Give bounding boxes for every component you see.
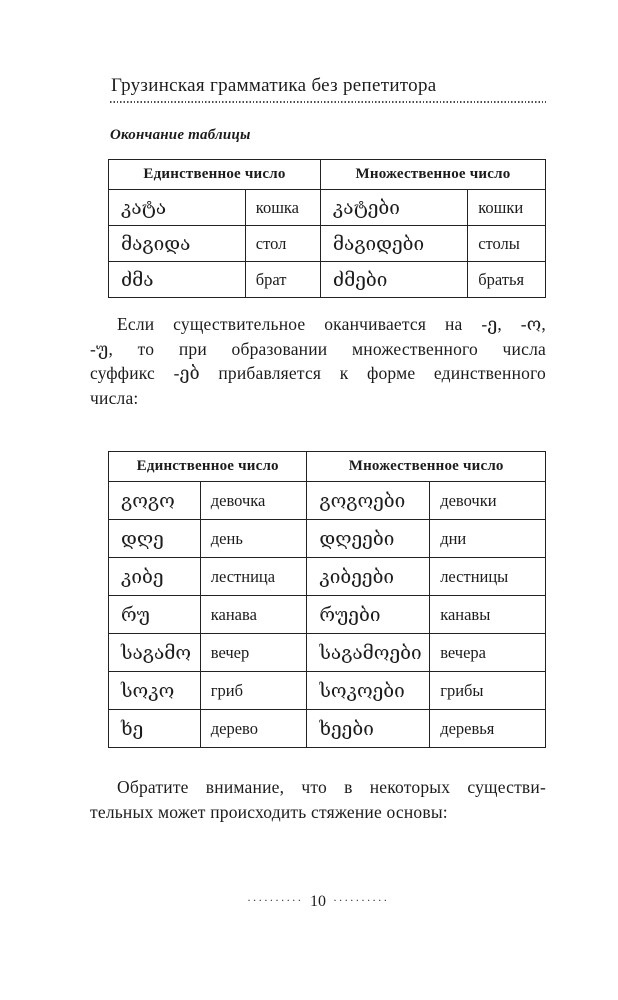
table-row: [109, 262, 546, 298]
georgian-plural-cell: გოგოები: [307, 482, 430, 520]
footer-dots-right: ··········: [333, 893, 389, 907]
georgian-singular-cell: მაგიდა: [109, 226, 246, 262]
russian-plural-cell: канавы: [430, 596, 546, 634]
nouns-table-continuation: [108, 159, 546, 298]
column-header-plural: Множественное число: [320, 160, 545, 190]
table-row: [109, 226, 546, 262]
table-header-row: [109, 452, 546, 482]
paragraph-line: -უ, то при образовании множественного числа: [90, 338, 546, 359]
table-row: [109, 558, 546, 596]
russian-singular-cell: дерево: [200, 710, 307, 748]
table-header-row: [109, 160, 546, 190]
paragraph-plural-suffix-rule: [90, 312, 546, 410]
table-row: [109, 482, 546, 520]
georgian-plural-cell: სოკოები: [307, 672, 430, 710]
georgian-plural-cell: კიბეები: [307, 558, 430, 596]
russian-singular-cell: девочка: [200, 482, 307, 520]
table-continuation-note: Окончание таблицы: [110, 127, 251, 143]
page-header-title: Грузинская грамматика без репетитора: [111, 75, 437, 96]
russian-plural-cell: грибы: [430, 672, 546, 710]
table-row: [109, 190, 546, 226]
paragraph-line: суффикс -ებ прибавляется к форме единственного: [90, 363, 546, 384]
russian-singular-cell: кошка: [245, 190, 320, 226]
georgian-singular-cell: სოკო: [109, 672, 201, 710]
georgian-singular-cell: ძმა: [109, 262, 246, 298]
georgian-singular-cell: კატა: [109, 190, 246, 226]
russian-plural-cell: кошки: [468, 190, 546, 226]
russian-plural-cell: деревья: [430, 710, 546, 748]
paragraph-line: числа:: [90, 387, 139, 408]
column-header-singular: Единственное число: [109, 452, 307, 482]
column-header-plural: Множественное число: [307, 452, 546, 482]
table-row: [109, 710, 546, 748]
russian-singular-cell: лестница: [200, 558, 307, 596]
paragraph-line: Если существительное оканчивается на -ე, -ო,: [117, 314, 546, 334]
georgian-singular-cell: გოგო: [109, 482, 201, 520]
georgian-plural-cell: ხეები: [307, 710, 430, 748]
russian-plural-cell: столы: [468, 226, 546, 262]
georgian-singular-cell: დღე: [109, 520, 201, 558]
russian-plural-cell: дни: [430, 520, 546, 558]
paragraph-line: тельных может происходить стяжение основы:: [90, 801, 448, 822]
russian-singular-cell: гриб: [200, 672, 307, 710]
russian-singular-cell: день: [200, 520, 307, 558]
georgian-plural-cell: მაგიდები: [320, 226, 467, 262]
page-footer: [90, 893, 546, 911]
russian-singular-cell: стол: [245, 226, 320, 262]
georgian-singular-cell: კიბე: [109, 558, 201, 596]
paragraph-stem-contraction-note: [90, 775, 546, 824]
table-row: [109, 596, 546, 634]
header-dotted-rule: [110, 101, 546, 103]
russian-plural-cell: братья: [468, 262, 546, 298]
paragraph-line: Обратите внимание, что в некоторых существи-: [117, 777, 546, 797]
footer-dots-left: ··········: [247, 893, 303, 907]
russian-singular-cell: канава: [200, 596, 307, 634]
georgian-plural-cell: საგამოები: [307, 634, 430, 672]
russian-plural-cell: вечера: [430, 634, 546, 672]
georgian-plural-cell: დღეები: [307, 520, 430, 558]
vowel-final-nouns-table: [108, 451, 546, 748]
column-header-singular: Единственное число: [109, 160, 321, 190]
russian-plural-cell: лестницы: [430, 558, 546, 596]
table-row: [109, 634, 546, 672]
georgian-singular-cell: რუ: [109, 596, 201, 634]
table-row: [109, 520, 546, 558]
russian-singular-cell: брат: [245, 262, 320, 298]
georgian-singular-cell: საგამო: [109, 634, 201, 672]
georgian-plural-cell: რუები: [307, 596, 430, 634]
russian-singular-cell: вечер: [200, 634, 307, 672]
georgian-singular-cell: ხე: [109, 710, 201, 748]
georgian-plural-cell: კატები: [320, 190, 467, 226]
georgian-plural-cell: ძმები: [320, 262, 467, 298]
russian-plural-cell: девочки: [430, 482, 546, 520]
table-row: [109, 672, 546, 710]
page-number: 10: [310, 893, 326, 910]
